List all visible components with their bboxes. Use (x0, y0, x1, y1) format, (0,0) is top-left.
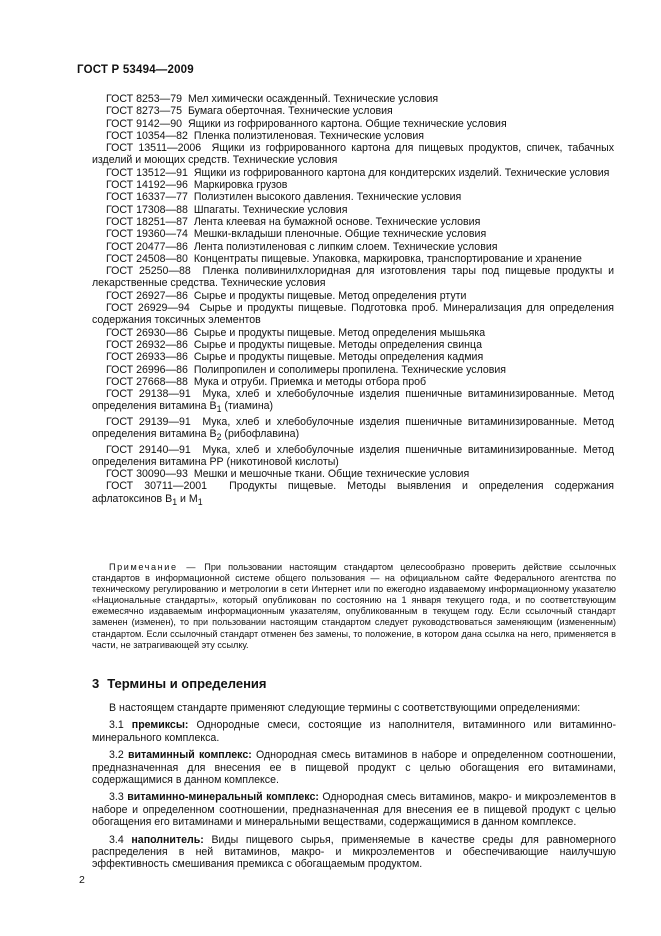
reference-item: ГОСТ 26996—86 Полипропилен и сополимеры пропилена. Технические условия (106, 363, 507, 376)
page-number: 2 (79, 874, 85, 886)
term-name: премиксы: (131, 719, 189, 732)
term-definition: 3.2 витаминный комплекс: Однородная смесь витаминов в наборе и определенном соотношении, предназначенная для внесения ее в пищевой продукт с целью обогащения его витаминами, содержащимися в данном комплексе. (92, 749, 616, 787)
reference-item: ГОСТ 26932—86 Сырье и продукты пищевые. Методы определения свинца (106, 338, 482, 351)
term-definition: 3.4 наполнитель: Виды пищевого сырья, применяемые в качестве среды для равномерного распределения в ней витаминов, макро- и микроэлементов и обеспечивающие наилучшую эффективность смешивания премикса с обогащаемым продуктом. (92, 833, 616, 871)
reference-item: ГОСТ 24508—80 Концентраты пищевые. Упаковка, маркировка, транспортирование и хранение (106, 252, 582, 265)
reference-item: ГОСТ 19360—74 Мешки-вкладыши пленочные. Общие технические условия (106, 228, 487, 241)
reference-item: ГОСТ 14192—96 Маркировка грузов (106, 179, 288, 192)
reference-item: ГОСТ 26930—86 Сырье и продукты пищевые. Метод определения мышьяка (106, 326, 486, 339)
reference-item: ГОСТ 16337—77 Полиэтилен высокого давления. Технические условия (106, 191, 462, 204)
term-name: витаминный комплекс: (127, 749, 252, 762)
reference-item: ГОСТ 18251—87 Лента клеевая на бумажной основе. Технические условия (106, 215, 481, 228)
note-paragraph (92, 562, 616, 651)
reference-item: ГОСТ 13511—2006 Ящики из гофрированного картона для пищевых продуктов, спичек, табачных изделий и моющих средств. Технические условия (92, 142, 615, 167)
reference-item: ГОСТ 26929—94 Сырье и продукты пищевые. Подготовка проб. Минерализация для определения содержания токсичных элементов (92, 302, 615, 327)
reference-item: ГОСТ 8253—79 Мел химически осажденный. Технические условия (106, 93, 439, 105)
reference-item: ГОСТ 8273—75 Бумага оберточная. Технические условия (106, 105, 393, 118)
term-name: витаминно-минеральный комплекс: (127, 791, 319, 804)
term-name: наполнитель: (131, 833, 204, 846)
reference-item: ГОСТ 30090—93 Мешки и мешочные ткани. Общие технические условия (106, 468, 470, 481)
section-heading (92, 676, 267, 691)
reference-item: ГОСТ 29138—91 Мука, хлеб и хлебобулочные изделия пшеничные витаминизированные. Метод определения витамина $В_1$ (тиамина) (92, 388, 614, 415)
note-label: Примечание — (109, 562, 198, 572)
reference-item: ГОСТ 26927—86 Сырье и продукты пищевые. Метод определения ртути (106, 289, 467, 302)
reference-item: ГОСТ 30711—2001 Продукты пищевые. Методы выявления и определения содержания афлатоксинов $В_1$ и $М_1$ (92, 480, 614, 507)
reference-item: ГОСТ 27668—88 Мука и отруби. Приемка и методы отбора проб (106, 375, 427, 388)
section-intro: В настоящем стандарте применяют следующие термины с соответствующими определениями: (109, 702, 581, 714)
note-text: При пользовании настоящим стандартом целесообразно проверить действие ссылочных стандартов в информационной системе общего пользования — на официальном сайте Федерального агентства по техническому регулированию и метрологии в сети Интернет или по ежегодно издаваемому информационному указателю «Национальные стандарты», который опубликован по состоянию на 1 января текущего года, и по соответствующим ежемесячно издаваемым информационным указателям, опубликованным в текущем году. Если ссылочный стандарт заменен (изменен), то при пользовании настоящим стандартом следует руководствоваться заменяющим (измененным) стандартом. Если ссылочный стандарт отменен без замены, то положение, в котором дана ссылка на него, применяется в части, не затрагивающей эту ссылку. (92, 562, 616, 650)
term-definition: 3.1 премиксы: Однородные смеси, состоящие из наполнителя, витаминного или витаминно-минерального комплекса. (92, 719, 616, 744)
reference-item: ГОСТ 26933—86 Сырье и продукты пищевые. Методы определения кадмия (106, 351, 484, 364)
section-number: 3 (92, 676, 100, 691)
normative-references-list (92, 93, 614, 508)
term-definition: 3.3 витаминно-минеральный комплекс: Однородная смесь витаминов, макро- и микроэлементов в наборе и определенном соотношении, предназначенная для внесения ее в пищевой продукт с целью обогащения его витаминами и минеральными веществами, содержащимися в данном комплексе. (92, 791, 616, 829)
document-id-header: ГОСТ Р 53494—2009 (77, 64, 194, 76)
reference-item: ГОСТ 17308—88 Шпагаты. Технические условия (106, 203, 348, 216)
reference-item: ГОСТ 10354—82 Пленка полиэтиленовая. Технические условия (106, 129, 424, 142)
reference-item: ГОСТ 13512—91 Ящики из гофрированного картона для кондитерских изделий. Технические условия (106, 166, 610, 179)
section-title: Термины и определения (107, 676, 267, 691)
reference-item: ГОСТ 25250—88 Пленка поливинилхлоридная для изготовления тары под пищевые продукты и лекарственные средства. Технические условия (92, 265, 615, 290)
section-body (92, 702, 616, 876)
reference-item: ГОСТ 20477—86 Лента полиэтиленовая с липким слоем. Технические условия (106, 240, 498, 253)
reference-item: ГОСТ 9142—90 Ящики из гофрированного картона. Общие технические условия (106, 117, 507, 130)
reference-item: ГОСТ 29139—91 Мука, хлеб и хлебобулочные изделия пшеничные витаминизированные. Метод определения витамина $В_2$ (рибофлавина) (92, 415, 614, 443)
reference-item: ГОСТ 29140—91 Мука, хлеб и хлебобулочные изделия пшеничные витаминизированные. Метод определения витамина РР (никотиновой кислоты) (92, 443, 614, 468)
